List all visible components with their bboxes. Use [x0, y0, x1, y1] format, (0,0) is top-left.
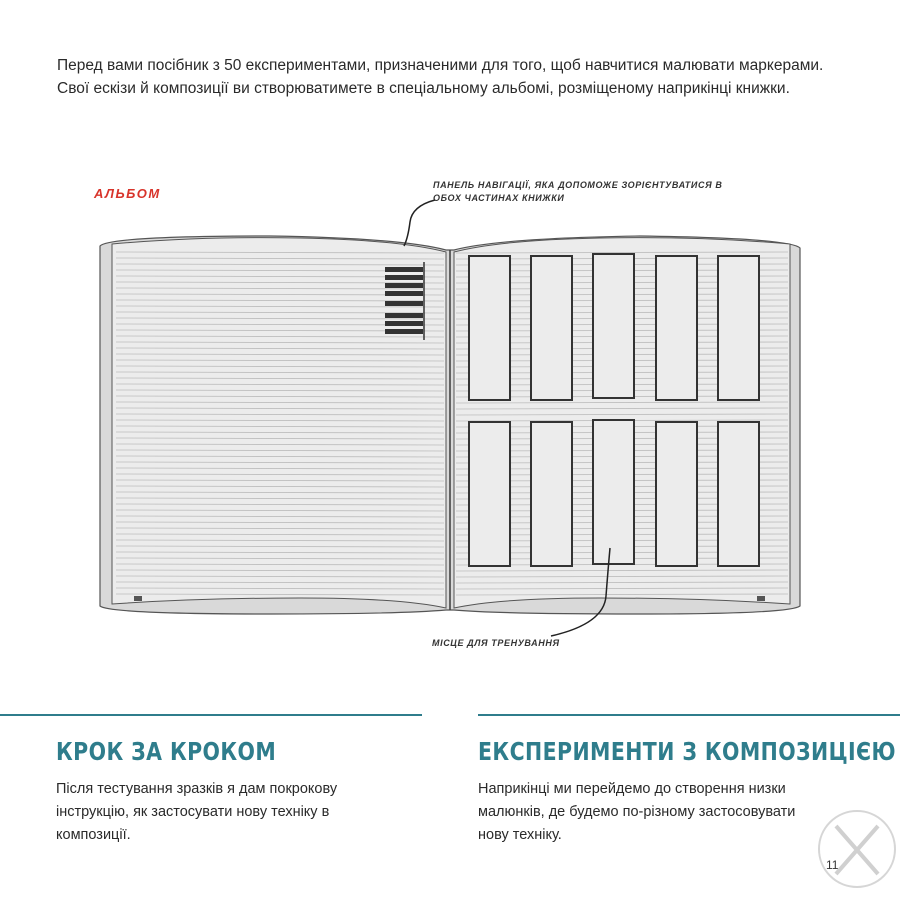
practice-box — [718, 422, 759, 566]
step-by-step-heading: КРОК ЗА КРОКОМ — [56, 737, 277, 766]
x-letter-watermark-icon — [816, 808, 898, 890]
practice-box — [593, 420, 634, 564]
page-number: 11 — [826, 858, 839, 872]
composition-experiments-text: Наприкінці ми перейдемо до створення низки малюнків, де будемо по-різному застосовувати нову техніку. — [478, 781, 796, 843]
intro-paragraph: Перед вами посібник з 50 експериментами, призначеними для того, щоб навчитися малювати маркерами. Свої ескізи й композиції ви створюватимете в спеціальному альбомі, розміщеному наприкінці книжки. — [57, 57, 824, 97]
practice-box — [718, 256, 759, 400]
album-label: АЛЬБОМ — [94, 186, 161, 201]
practice-box — [531, 256, 572, 400]
practice-box — [469, 256, 510, 400]
practice-box — [531, 422, 572, 566]
practice-box — [656, 256, 697, 400]
practice-box — [593, 254, 634, 398]
step-by-step-text: Після тестування зразків я дам покрокову інструкцію, як застосувати нову техніку в композиції. — [56, 781, 338, 843]
practice-box — [656, 422, 697, 566]
left-section-divider — [0, 714, 422, 716]
navigation-panel — [386, 268, 422, 333]
composition-experiments-heading: ЕКСПЕРИМЕНТИ З КОМПОЗИЦІЄЮ — [478, 737, 896, 766]
practice-box — [469, 422, 510, 566]
navigation-panel-callout: ПАНЕЛЬ НАВІГАЦІЇ, ЯКА ДОПОМОЖЕ ЗОРІЄНТУВАТИСЯ В ОБОХ ЧАСТИНАХ КНИЖКИ — [433, 180, 723, 203]
right-section-divider — [478, 714, 900, 716]
training-area-callout: МІСЦЕ ДЛЯ ТРЕНУВАННЯ — [432, 638, 560, 648]
